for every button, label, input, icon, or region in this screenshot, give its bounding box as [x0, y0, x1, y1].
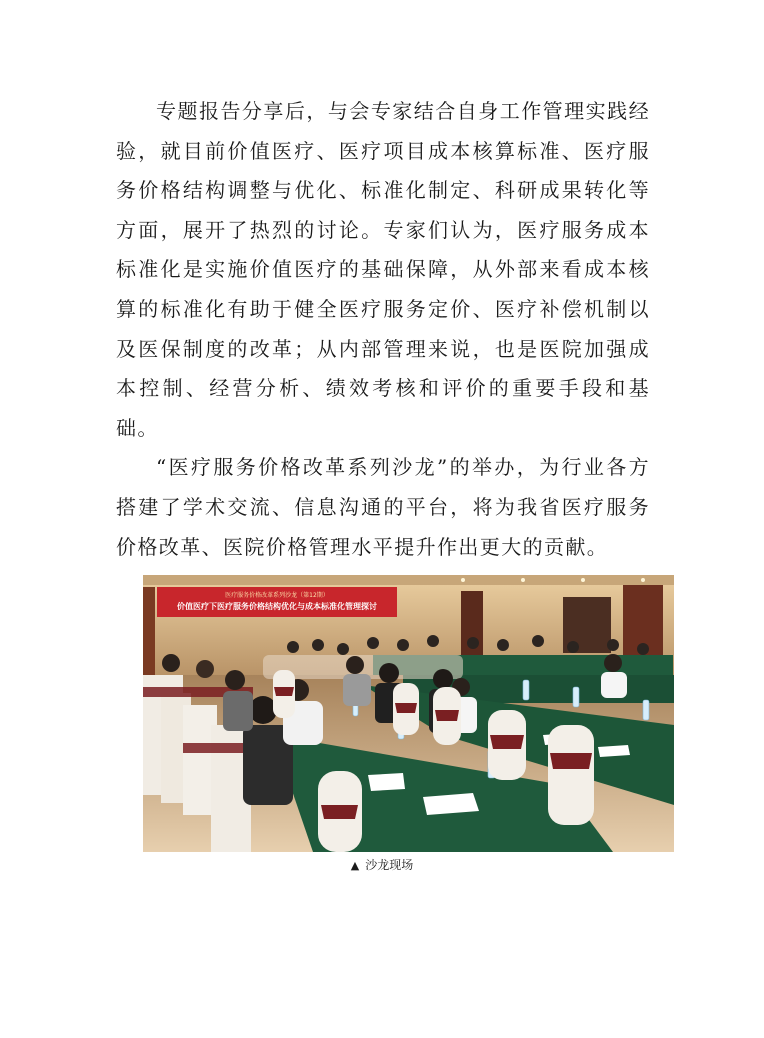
- article-body: [116, 92, 650, 567]
- photo-caption: [0, 856, 764, 873]
- paragraph-discussion: 专题报告分享后，与会专家结合自身工作管理实践经验，就目前价值医疗、医疗项目成本核算标准、医疗服务价格结构调整与优化、标准化制定、科研成果转化等方面，展开了热烈的讨论。专家们认为，医疗服务成本标准化是实施价值医疗的基础保障，从外部来看成本核算的标准化有助于健全医疗服务定价、医疗补偿机制以及医保制度的改革；从内部管理来说，也是医院加强成本控制、经营分析、绩效考核和评价的重要手段和基础。: [116, 99, 650, 440]
- paragraph-salon-significance: “医疗服务价格改革系列沙龙”的举办，为行业各方搭建了学术交流、信息沟通的平台，将为我省医疗服务价格改革、医院价格管理水平提升作出更大的贡献。: [116, 455, 650, 559]
- banner-line-2: 价值医疗下医疗服务价格结构优化与成本标准化管理探讨: [177, 602, 377, 611]
- banner-line-1: 医疗服务价格改革系列沙龙（第12期）: [225, 592, 329, 599]
- caption-text: 沙龙现场: [365, 858, 414, 872]
- event-banner: [157, 587, 397, 617]
- caption-triangle-icon: ▲: [350, 859, 360, 872]
- salon-venue-photo: [143, 575, 674, 852]
